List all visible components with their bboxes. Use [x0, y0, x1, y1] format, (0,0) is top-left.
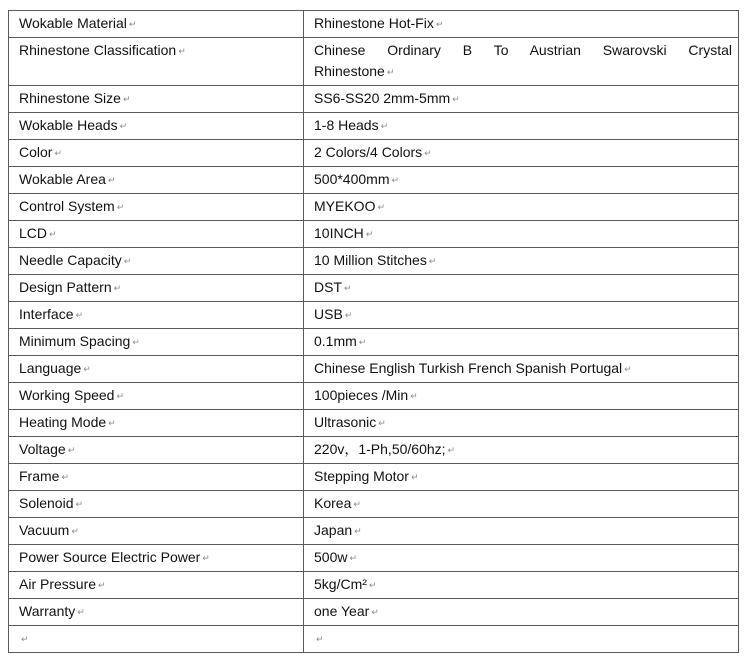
spec-value-cell	[304, 383, 739, 410]
paragraph-mark-icon: ↵	[128, 19, 137, 29]
paragraph-mark-icon: ↵	[344, 283, 352, 293]
paragraph-mark-icon: ↵	[77, 607, 85, 617]
table-row	[9, 626, 739, 653]
spec-table-body	[9, 11, 739, 653]
paragraph-mark-icon: ↵	[178, 46, 186, 56]
spec-value-cell	[304, 11, 739, 38]
spec-label-cell	[9, 140, 304, 167]
spec-table	[8, 10, 739, 653]
paragraph-mark-icon: ↵	[377, 202, 386, 212]
spec-label-cell	[9, 248, 304, 275]
spec-label: Design Pattern	[19, 279, 112, 295]
spec-value-cell	[304, 221, 739, 248]
spec-label-cell	[9, 302, 304, 329]
spec-label: Minimum Spacing	[19, 333, 131, 349]
spec-value: Rhinestone Hot-Fix	[314, 15, 434, 31]
spec-label-cell	[9, 464, 304, 491]
spec-label: Wokable Area	[19, 171, 106, 187]
table-row	[9, 356, 739, 383]
table-row	[9, 491, 739, 518]
spec-label-cell	[9, 599, 304, 626]
paragraph-mark-icon: ↵	[371, 607, 379, 617]
table-row	[9, 11, 739, 38]
spec-value: 220v，1-Ph,50/60hz;	[314, 441, 446, 457]
spec-label: Rhinestone Size	[19, 90, 121, 106]
spec-value-cell	[304, 410, 739, 437]
table-row	[9, 275, 739, 302]
spec-label-cell	[9, 221, 304, 248]
spec-label: Working Speed	[19, 387, 115, 403]
paragraph-mark-icon: ↵	[435, 19, 444, 29]
spec-label-cell	[9, 437, 304, 464]
spec-value-cell	[304, 545, 739, 572]
spec-value-cell	[304, 626, 739, 653]
paragraph-mark-icon: ↵	[54, 148, 63, 158]
spec-value: Japan	[314, 522, 353, 538]
spec-value-cell	[304, 275, 739, 302]
paragraph-mark-icon: ↵	[452, 94, 460, 104]
paragraph-mark-icon: ↵	[410, 391, 418, 401]
spec-label-cell	[9, 194, 304, 221]
paragraph-mark-icon: ↵	[368, 580, 377, 590]
paragraph-mark-icon: ↵	[132, 337, 140, 347]
table-row	[9, 410, 739, 437]
paragraph-mark-icon: ↵	[123, 256, 132, 266]
spec-value-cell	[304, 329, 739, 356]
spec-label-cell	[9, 11, 304, 38]
spec-value-cell	[304, 113, 739, 140]
spec-value: MYEKOO	[314, 198, 376, 214]
spec-value: one Year	[314, 603, 370, 619]
paragraph-mark-icon: ↵	[75, 499, 84, 509]
spec-label: Voltage	[19, 441, 66, 457]
paragraph-mark-icon: ↵	[386, 67, 395, 77]
paragraph-mark-icon: ↵	[116, 391, 125, 401]
paragraph-mark-icon: ↵	[424, 148, 432, 158]
table-row	[9, 329, 739, 356]
paragraph-mark-icon: ↵	[107, 175, 116, 185]
spec-value-cell	[304, 518, 739, 545]
spec-value: 100pieces /Min	[314, 387, 409, 403]
spec-label: Frame	[19, 468, 60, 484]
spec-label-cell	[9, 491, 304, 518]
spec-label-cell	[9, 113, 304, 140]
paragraph-mark-icon: ↵	[428, 256, 437, 266]
spec-label: Power Source Electric Power	[19, 549, 201, 565]
spec-label: Wokable Material	[19, 15, 127, 31]
paragraph-mark-icon: ↵	[83, 364, 91, 374]
spec-label-cell	[9, 572, 304, 599]
spec-value-cell	[304, 356, 739, 383]
table-row	[9, 248, 739, 275]
table-row	[9, 464, 739, 491]
spec-label-cell	[9, 410, 304, 437]
spec-label-cell	[9, 275, 304, 302]
table-row	[9, 113, 739, 140]
paragraph-mark-icon: ↵	[391, 175, 400, 185]
spec-value: 500*400mm	[314, 171, 390, 187]
spec-label-cell	[9, 86, 304, 113]
spec-label-cell	[9, 545, 304, 572]
paragraph-mark-icon: ↵	[122, 94, 131, 104]
table-row	[9, 302, 739, 329]
spec-label: LCD	[19, 225, 48, 241]
paragraph-mark-icon: ↵	[349, 553, 358, 563]
paragraph-mark-icon: ↵	[378, 418, 386, 428]
table-row	[9, 545, 739, 572]
spec-label: Wokable Heads	[19, 117, 118, 133]
paragraph-mark-icon: ↵	[21, 634, 29, 644]
spec-label-cell	[9, 167, 304, 194]
paragraph-mark-icon: ↵	[358, 337, 367, 347]
table-row	[9, 599, 739, 626]
spec-label-cell	[9, 329, 304, 356]
table-row	[9, 194, 739, 221]
paragraph-mark-icon: ↵	[447, 445, 456, 455]
paragraph-mark-icon: ↵	[365, 229, 374, 239]
spec-value: 2 Colors/4 Colors	[314, 144, 423, 160]
spec-label: Control System	[19, 198, 115, 214]
table-row	[9, 86, 739, 113]
paragraph-mark-icon: ↵	[71, 526, 79, 536]
spec-value-cell	[304, 167, 739, 194]
paragraph-mark-icon: ↵	[108, 418, 116, 428]
spec-label-cell	[9, 383, 304, 410]
spec-label: Needle Capacity	[19, 252, 122, 268]
table-row	[9, 221, 739, 248]
paragraph-mark-icon: ↵	[67, 445, 76, 455]
spec-value: 10 Million Stitches	[314, 252, 427, 268]
spec-value-cell	[304, 599, 739, 626]
spec-label: Warranty	[19, 603, 76, 619]
paragraph-mark-icon: ↵	[380, 121, 389, 131]
paragraph-mark-icon: ↵	[316, 634, 324, 644]
spec-label: Language	[19, 360, 82, 376]
spec-value: Korea	[314, 495, 352, 511]
spec-label-cell	[9, 356, 304, 383]
paragraph-mark-icon: ↵	[98, 580, 106, 590]
spec-value-cell	[304, 38, 739, 86]
paragraph-mark-icon: ↵	[49, 229, 57, 239]
spec-value: Stepping Motor	[314, 468, 409, 484]
paragraph-mark-icon: ↵	[410, 472, 419, 482]
paragraph-mark-icon: ↵	[119, 121, 128, 131]
table-row	[9, 38, 739, 86]
spec-value-cell	[304, 464, 739, 491]
spec-value: 10INCH	[314, 225, 364, 241]
spec-label: Rhinestone Classification	[19, 42, 177, 58]
paragraph-mark-icon: ↵	[116, 202, 125, 212]
spec-label: Heating Mode	[19, 414, 107, 430]
paragraph-mark-icon: ↵	[624, 364, 632, 374]
spec-value: 5kg/Cm²	[314, 576, 367, 592]
spec-value-cell	[304, 248, 739, 275]
spec-value-cell	[304, 572, 739, 599]
spec-value: Chinese Ordinary B To Austrian Swarovski Crystal Rhinestone	[314, 42, 732, 79]
spec-value-cell	[304, 491, 739, 518]
table-row	[9, 437, 739, 464]
table-row	[9, 140, 739, 167]
spec-label: Interface	[19, 306, 74, 322]
spec-value-cell	[304, 86, 739, 113]
spec-label-cell	[9, 518, 304, 545]
spec-label: Vacuum	[19, 522, 70, 538]
paragraph-mark-icon: ↵	[202, 553, 210, 563]
table-row	[9, 167, 739, 194]
spec-value-cell	[304, 194, 739, 221]
spec-value-cell	[304, 302, 739, 329]
table-row	[9, 383, 739, 410]
spec-value-cell	[304, 437, 739, 464]
spec-label: Color	[19, 144, 53, 160]
spec-label-cell	[9, 626, 304, 653]
paragraph-mark-icon: ↵	[61, 472, 69, 482]
spec-value: Ultrasonic	[314, 414, 377, 430]
spec-value: USB	[314, 306, 343, 322]
spec-label-cell	[9, 38, 304, 86]
spec-label: Solenoid	[19, 495, 74, 511]
paragraph-mark-icon: ↵	[75, 310, 84, 320]
spec-value: Chinese English Turkish French Spanish Portugal	[314, 360, 623, 376]
spec-value: DST	[314, 279, 342, 295]
spec-value: 500w	[314, 549, 348, 565]
table-row	[9, 518, 739, 545]
paragraph-mark-icon: ↵	[353, 499, 361, 509]
spec-label: Air Pressure	[19, 576, 97, 592]
spec-value: SS6-SS20 2mm-5mm	[314, 90, 451, 106]
paragraph-mark-icon: ↵	[354, 526, 362, 536]
paragraph-mark-icon: ↵	[113, 283, 122, 293]
spec-value-cell	[304, 140, 739, 167]
spec-value: 0.1mm	[314, 333, 357, 349]
paragraph-mark-icon: ↵	[344, 310, 353, 320]
table-row	[9, 572, 739, 599]
spec-value: 1-8 Heads	[314, 117, 379, 133]
